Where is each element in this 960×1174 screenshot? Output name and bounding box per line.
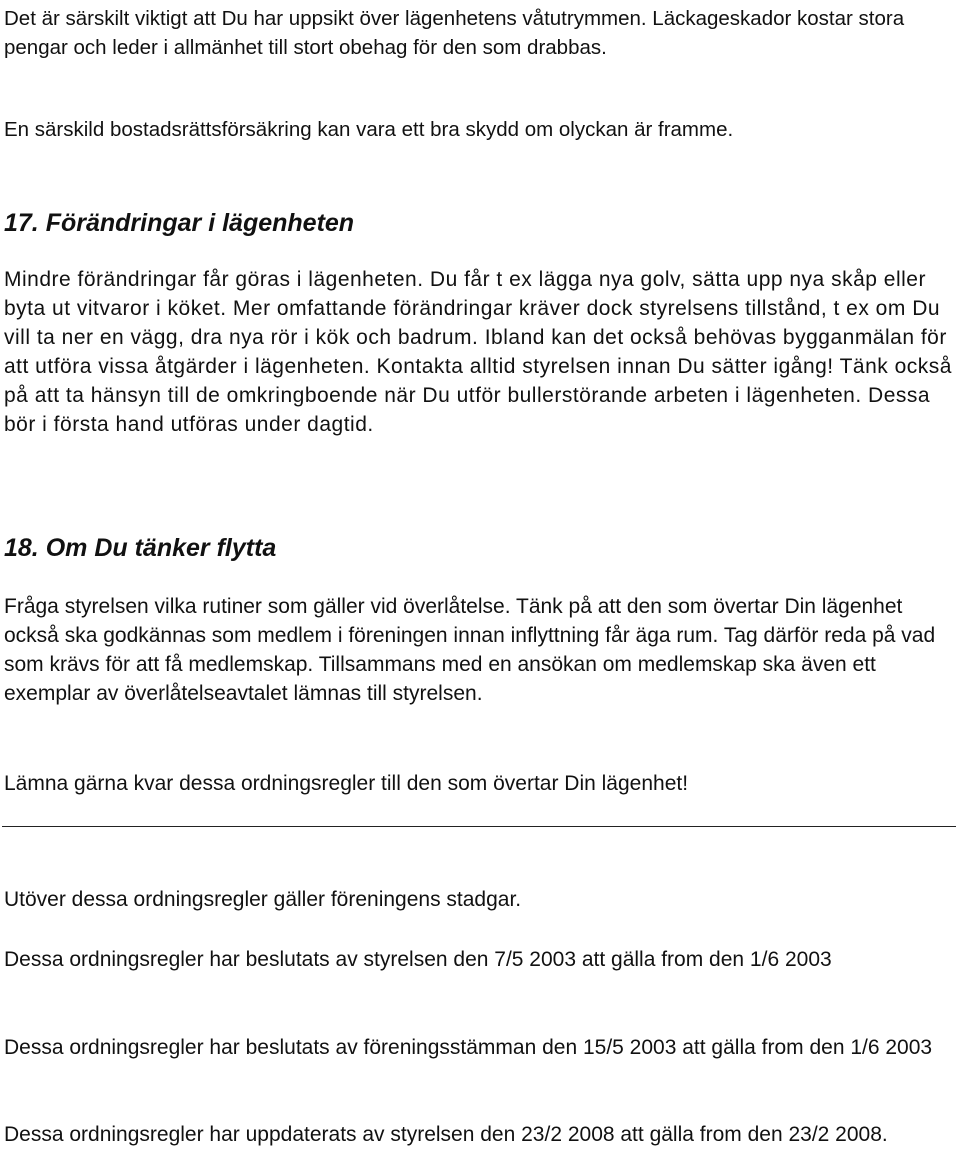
statutes-block xyxy=(4,885,956,914)
horizontal-divider xyxy=(2,826,956,827)
statutes-text: Utöver dessa ordningsregler gäller föreningens stadgar. xyxy=(4,888,522,911)
wet-rooms-text: Det är särskilt viktigt att Du har uppsikt över lägenhetens våtutrymmen. Läckageskador kostar stora pengar och leder i allmänhet till stort obehag för den som drabbas. xyxy=(4,7,905,59)
section-18-body: Fråga styrelsen vilka rutiner som gäller vid överlåtelse. Tänk på att den som övertar Din lägenhet också ska godkännas som medlem i föreningen innan inflyttning får äga rum. Tag därför reda på vad som krävs för att få medlemskap. Tillsammans med en ansökan om medlemskap ska även ett exemplar av överlåtelseavtalet lämnas till styrelsen. xyxy=(4,595,936,705)
section-18-closing-block xyxy=(4,769,956,798)
section-17 xyxy=(4,208,956,238)
update-text: Dessa ordningsregler har uppdaterats av styrelsen den 23/2 2008 att gälla from den 23/2 2008. xyxy=(4,1123,888,1146)
section-18-closing: Lämna gärna kvar dessa ordningsregler till den som övertar Din lägenhet! xyxy=(4,772,689,795)
decision-1-block xyxy=(4,945,956,974)
insurance-text: En särskild bostadsrättsförsäkring kan vara ett bra skydd om olyckan är framme. xyxy=(4,118,734,141)
decision-1-text: Dessa ordningsregler har beslutats av styrelsen den 7/5 2003 att gälla from den 1/6 2003 xyxy=(4,948,832,971)
update-block xyxy=(4,1120,956,1149)
intro-paragraph-2 xyxy=(4,115,956,144)
decision-2-text: Dessa ordningsregler har beslutats av föreningsstämman den 15/5 2003 att gälla from den 1/6 2003 xyxy=(4,1036,933,1059)
section-17-heading: 17. Förändringar i lägenheten xyxy=(4,209,355,237)
section-17-body-block xyxy=(4,265,956,439)
decision-2-block xyxy=(4,1033,956,1062)
section-18 xyxy=(4,533,956,563)
section-17-body: Mindre förändringar får göras i lägenheten. Du får t ex lägga nya golv, sätta upp nya skåp eller byta ut vitvaror i köket. Mer omfattande förändringar kräver dock styrelsens tillstånd, t ex om Du vill ta ner en vägg, dra nya rör i kök och badrum. Ibland kan det också behövas bygganmälan för att utföra vissa åtgärder i lägenheten. Kontakta alltid styrelsen innan Du sätter igång! Tänk också på att ta hänsyn till de omkringboende när Du utför bullerstörande arbeten i lägenheten. Dessa bör i första hand utföras under dagtid. xyxy=(4,268,952,436)
section-18-body-block xyxy=(4,592,956,708)
intro-paragraph-1 xyxy=(4,4,956,62)
section-18-heading: 18. Om Du tänker flytta xyxy=(4,534,277,562)
